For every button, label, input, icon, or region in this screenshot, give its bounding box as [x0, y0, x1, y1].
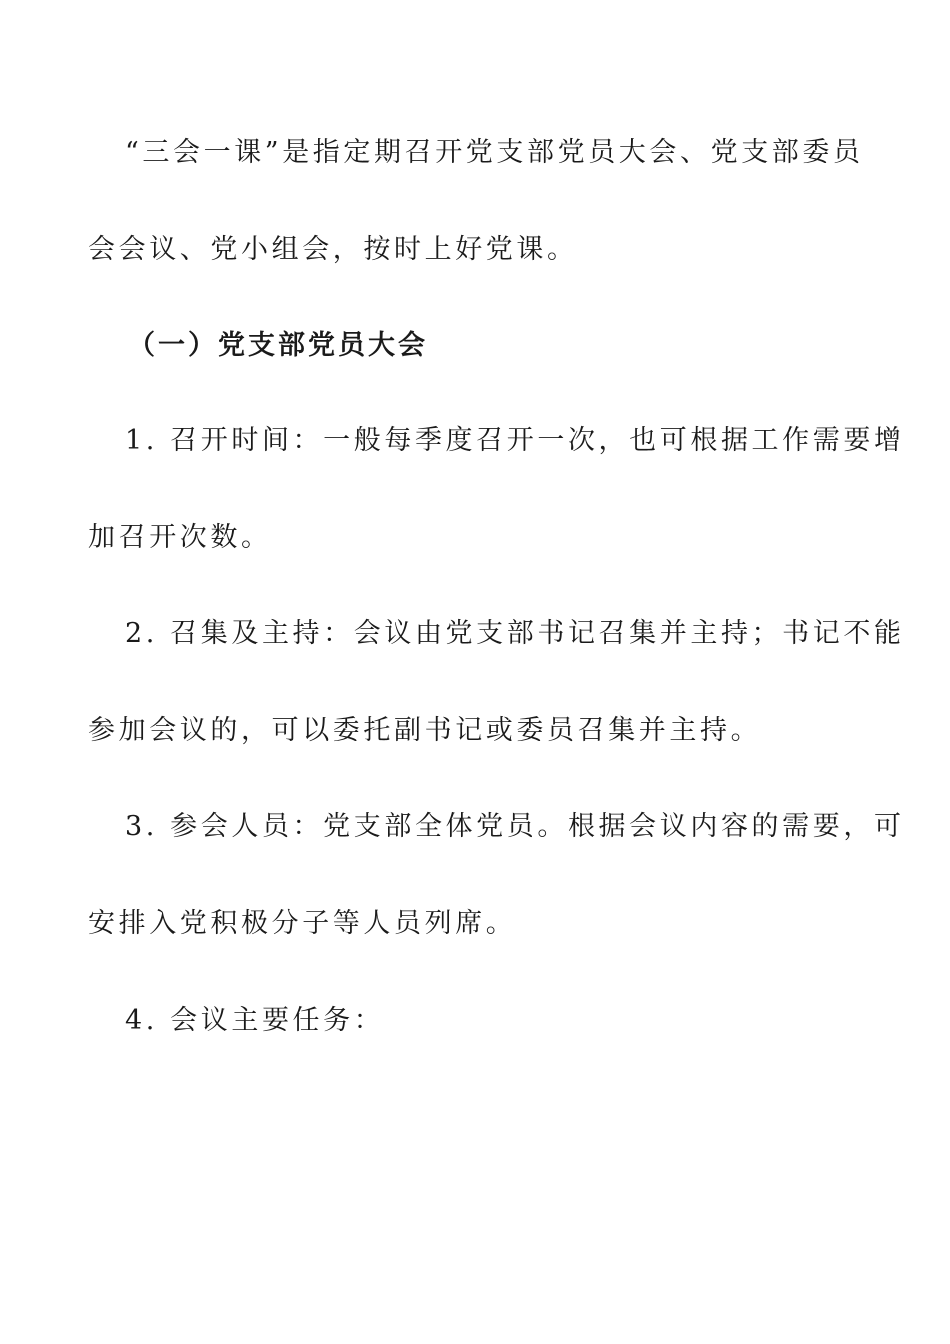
- intro-paragraph-line-2: 会会议、党小组会，按时上好党课。: [88, 234, 578, 265]
- item-3-line-1: 3. 参会人员：党支部全体党员。根据会议内容的需要，可: [125, 811, 905, 842]
- section-heading: （一）党支部党员大会: [128, 330, 428, 361]
- item-3-line-2: 安排入党积极分子等人员列席。: [88, 908, 517, 939]
- item-2-line-2: 参加会议的，可以委托副书记或委员召集并主持。: [88, 715, 762, 746]
- intro-paragraph-line-1: “三会一课”是指定期召开党支部党员大会、党支部委员: [125, 137, 864, 168]
- item-2-line-1: 2. 召集及主持：会议由党支部书记召集并主持；书记不能: [125, 618, 905, 649]
- item-1-line-2: 加召开次数。: [88, 522, 272, 553]
- item-4-line-1: 4. 会议主要任务：: [125, 1005, 385, 1036]
- item-1-line-1: 1. 召开时间：一般每季度召开一次，也可根据工作需要增: [125, 425, 905, 456]
